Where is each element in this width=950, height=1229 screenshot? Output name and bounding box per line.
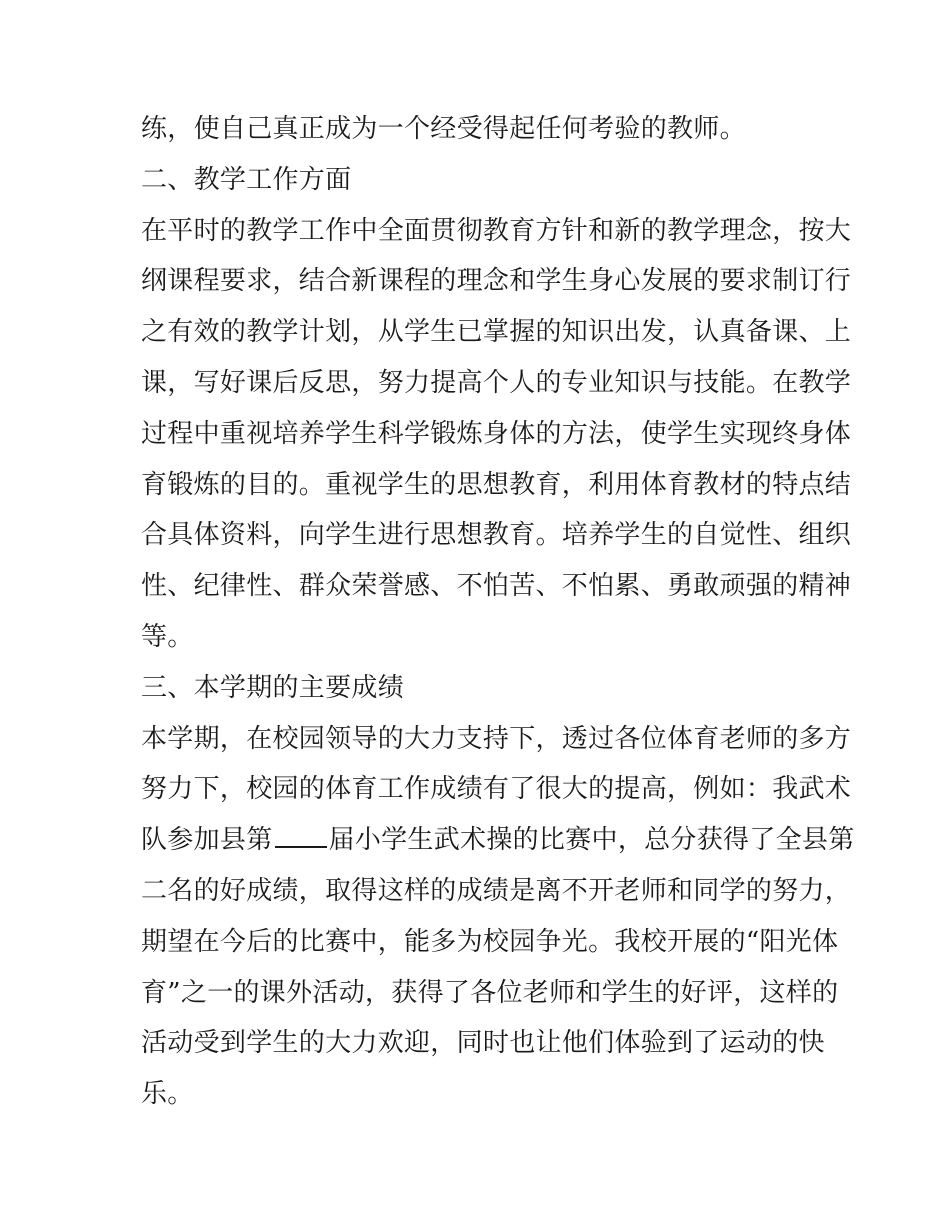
text-after-blank: 届小学生武术操的比赛中，总分获得了全县第 [328,825,855,856]
paragraph-line: 育”之一的课外活动，获得了各位老师和学生的好评，这样的 [141,977,839,1008]
fill-in-blank [275,824,327,848]
paragraph-line: 期望在今后的比赛中，能多为校园争光。我校开展的“阳光体 [141,926,839,957]
text-before-blank: 队参加县第 [141,825,273,856]
paragraph-line: 练，使自己真正成为一个经受得起任何考验的教师。 [141,114,746,144]
paragraph-line: 努力下，校园的体育工作成绩有了很大的提高，例如：我武术 [141,774,852,805]
paragraph-line: 过程中重视培养学生科学锻炼身体的方法，使学生实现终身体 [141,418,852,449]
paragraph-line: 本学期，在校园领导的大力支持下，透过各位体育老师的多方 [141,723,852,754]
paragraph-line: 育锻炼的目的。重视学生的思想教育，利用体育教材的特点结 [141,469,852,500]
paragraph-line: 二名的好成绩，取得这样的成绩是离不开老师和同学的努力， [141,875,852,906]
paragraph-line: 活动受到学生的大力欢迎，同时也让他们体验到了运动的快 [141,1028,825,1059]
paragraph-line: 乐。 [141,1079,194,1110]
document-body [141,104,855,1120]
paragraph-line: 纲课程要求，结合新课程的理念和学生身心发展的要求制订行 [141,266,852,297]
paragraph-line-with-blank [141,815,855,866]
section-heading-teaching-work: 二、教学工作方面 [141,164,352,195]
paragraph-line: 之有效的教学计划，从学生已掌握的知识出发，认真备课、上 [141,317,852,348]
paragraph-line: 课，写好课后反思，努力提高个人的专业知识与技能。在教学 [141,367,852,398]
paragraph-line: 性、纪律性、群众荣誉感、不怕苦、不怕累、勇敢顽强的精神 [141,571,852,602]
section-heading-achievements: 三、本学期的主要成绩 [141,672,405,703]
paragraph-line: 合具体资料，向学生进行思想教育。培养学生的自觉性、组织 [141,520,852,551]
paragraph-line: 等。 [141,621,194,652]
paragraph-line: 在平时的教学工作中全面贯彻教育方针和新的教学理念，按大 [141,215,852,246]
